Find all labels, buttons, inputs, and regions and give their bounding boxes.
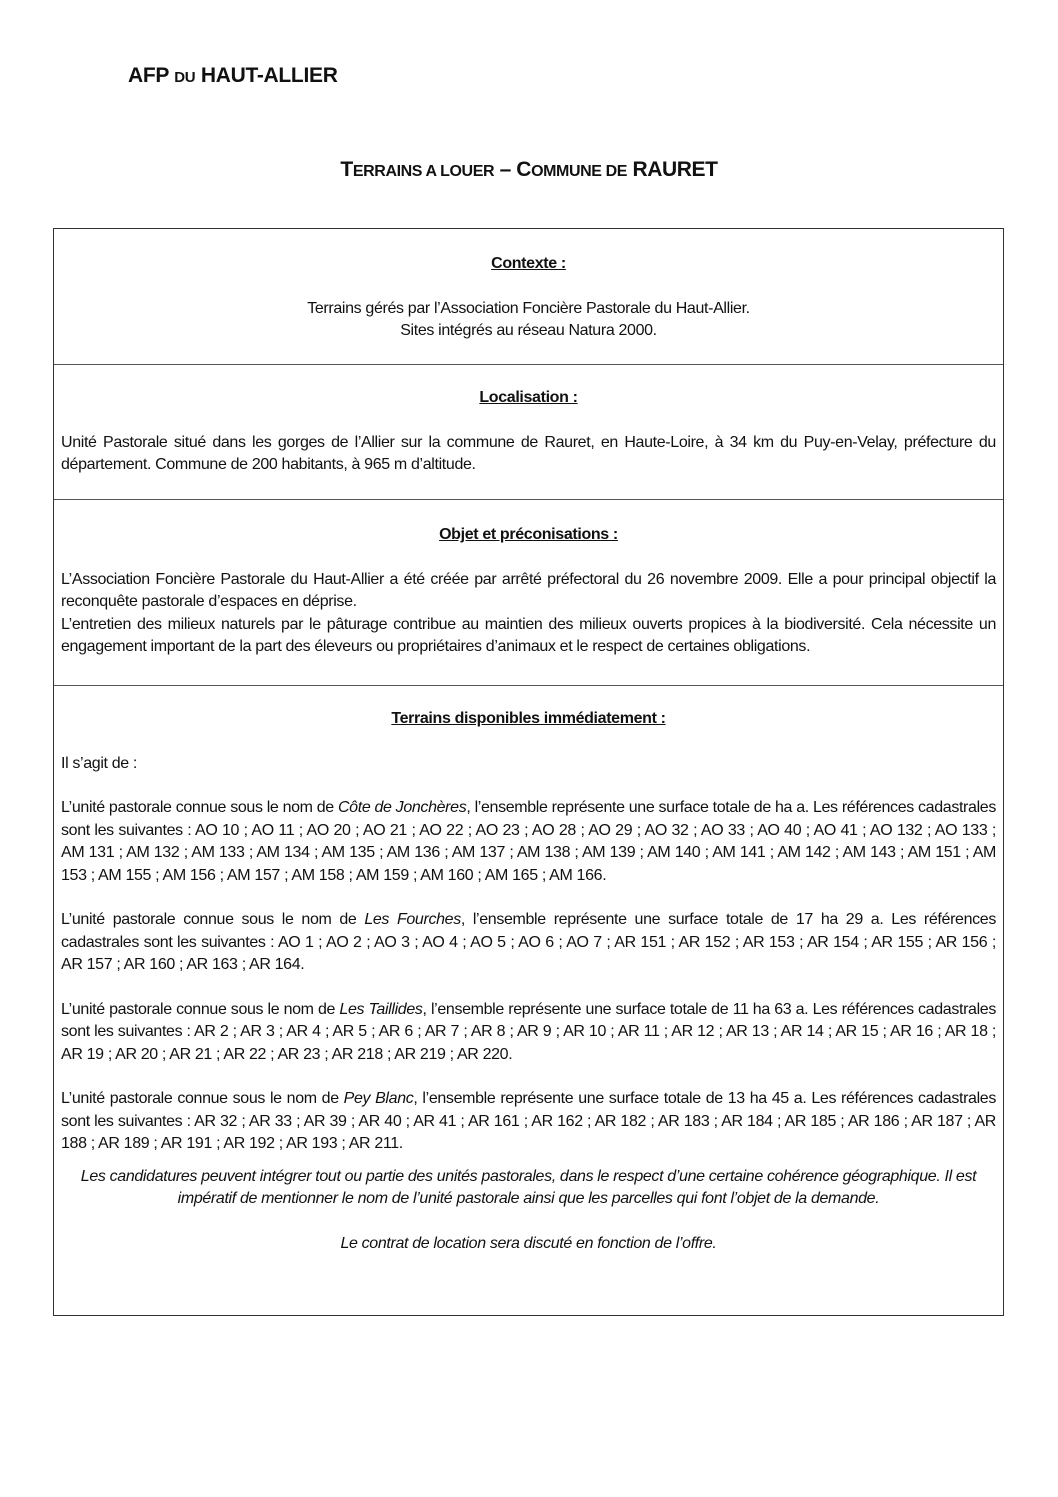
section-heading: Localisation :: [479, 389, 578, 406]
contexte-line: Terrains gérés par l’Association Foncière Pastorale du Haut-Allier.: [307, 299, 750, 317]
page-title: [0, 158, 1058, 182]
title-initial-t: T: [340, 158, 353, 181]
org-part1: AFP: [128, 64, 175, 87]
section-heading: Objet et préconisations :: [439, 526, 618, 543]
unit-name: Pey Blanc: [343, 1090, 414, 1107]
title-part-commune: OMMUNE DE: [531, 163, 628, 180]
contract-note: Le contrat de location sera discuté en fonction de l’offre.: [340, 1234, 717, 1252]
objet-paragraph: L’entretien des milieux naturels par le pâturage contribue au maintien des milieux ouverts propices à la biodiversité. Cela nécessite un engagement important de la part des éleveurs ou propriétaires d’animaux et le respect de certaines obligations.: [61, 615, 996, 655]
pastoral-unit: [61, 797, 996, 887]
title-initial-c: C: [516, 158, 532, 181]
candidature-note: Les candidatures peuvent intégrer tout ou partie des unités pastorales, dans le respect d’une certaine cohérence géographique. Il est impératif de mentionner le nom de l’unité pastorale ainsi que les parcelles qui font l’objet de la demande.: [80, 1167, 977, 1207]
unit-prefix: L’unité pastorale connue sous le nom de: [61, 911, 365, 928]
section-localisation: [54, 365, 1003, 500]
section-heading: Contexte :: [491, 255, 566, 272]
objet-paragraph: L’Association Foncière Pastorale du Haut-Allier a été créée par arrêté préfectoral du 26 novembre 2009. Elle a pour principal objectif la reconquête pastorale d’espaces en déprise.: [61, 570, 996, 610]
unit-details: , l’ensemble représente une surface totale de 13 ha 45 a. Les références cadastrales sont les suivantes : AR 32 ; AR 33 ; AR 39 ; AR 40 ; AR 41 ; AR 161 ; AR 162 ; AR 182 ; AR 183 ; AR 184 ; AR 185 ; AR 186 ; AR 187 ; AR 188 ; AR 189 ; AR 191 ; AR 192 ; AR 193 ; AR 211.: [61, 1090, 997, 1152]
section-objet: [54, 500, 1003, 686]
pastoral-unit: [61, 909, 996, 977]
title-part-terrains: ERRAINS A LOUER: [352, 163, 495, 180]
pastoral-unit: [61, 999, 996, 1067]
content-frame: [53, 228, 1004, 1316]
localisation-text: Unité Pastorale situé dans les gorges de l’Allier sur la commune de Rauret, en Haute-Loire, à 34 km du Puy-en-Velay, préfecture du département. Commune de 200 habitants, à 965 m d’altitude.: [61, 433, 996, 473]
unit-name: Côte de Jonchères: [337, 799, 467, 816]
section-heading: Terrains disponibles immédiatement :: [391, 710, 666, 727]
pastoral-unit: [61, 1088, 996, 1156]
title-dash: –: [494, 158, 517, 181]
unit-details: , l’ensemble représente une surface totale de 11 ha 63 a. Les références cadastrales sont les suivantes : AR 2 ; AR 3 ; AR 4 ; AR 5 ; AR 6 ; AR 7 ; AR 8 ; AR 9 ; AR 10 ; AR 11 ; AR 12 ; AR 13 ; AR 14 ; AR 15 ; AR 16 ; AR 18 ; AR 19 ; AR 20 ; AR 21 ; AR 22 ; AR 23 ; AR 218 ; AR 219 ; AR 220.: [61, 1000, 997, 1063]
unit-prefix: L’unité pastorale connue sous le nom de: [61, 1000, 340, 1018]
unit-prefix: L’unité pastorale connue sous le nom de: [61, 1090, 344, 1107]
title-place: RAURET: [627, 158, 718, 181]
section-terrains: [54, 686, 1003, 1315]
contexte-line: Sites intégrés au réseau Natura 2000.: [400, 322, 657, 339]
unit-details: , l’ensemble représente une surface totale de ha a. Les références cadastrales sont les suivantes : AO 10 ; AO 11 ; AO 20 ; AO 21 ; AO 22 ; AO 23 ; AO 28 ; AO 29 ; AO 32 ; AO 33 ; AO 40 ; AO 41 ; AO 132 ; AO 133 ; AM 131 ; AM 132 ; AM 133 ; AM 134 ; AM 135 ; AM 136 ; AM 137 ; AM 138 ; AM 139 ; AM 140 ; AM 141 ; AM 142 ; AM 143 ; AM 151 ; AM 153 ; AM 155 ; AM 156 ; AM 157 ; AM 158 ; AM 159 ; AM 160 ; AM 165 ; AM 166.: [61, 799, 996, 884]
organization-name: [128, 64, 338, 88]
section-contexte: [54, 229, 1003, 365]
unit-name: Les Fourches: [364, 911, 461, 928]
org-small: DU: [174, 69, 196, 86]
unit-prefix: L’unité pastorale connue sous le nom de: [61, 799, 338, 816]
unit-details: , l’ensemble représente une surface totale de 17 ha 29 a. Les références cadastrales sont les suivantes : AO 1 ; AO 2 ; AO 3 ; AO 4 ; AO 5 ; AO 6 ; AO 7 ; AR 151 ; AR 152 ; AR 153 ; AR 154 ; AR 155 ; AR 156 ; AR 157 ; AR 160 ; AR 163 ; AR 164.: [61, 911, 996, 973]
org-part2: HAUT-ALLIER: [195, 64, 338, 87]
terrains-intro: Il s’agit de :: [61, 754, 138, 772]
unit-name: Les Taillides: [339, 1000, 423, 1018]
